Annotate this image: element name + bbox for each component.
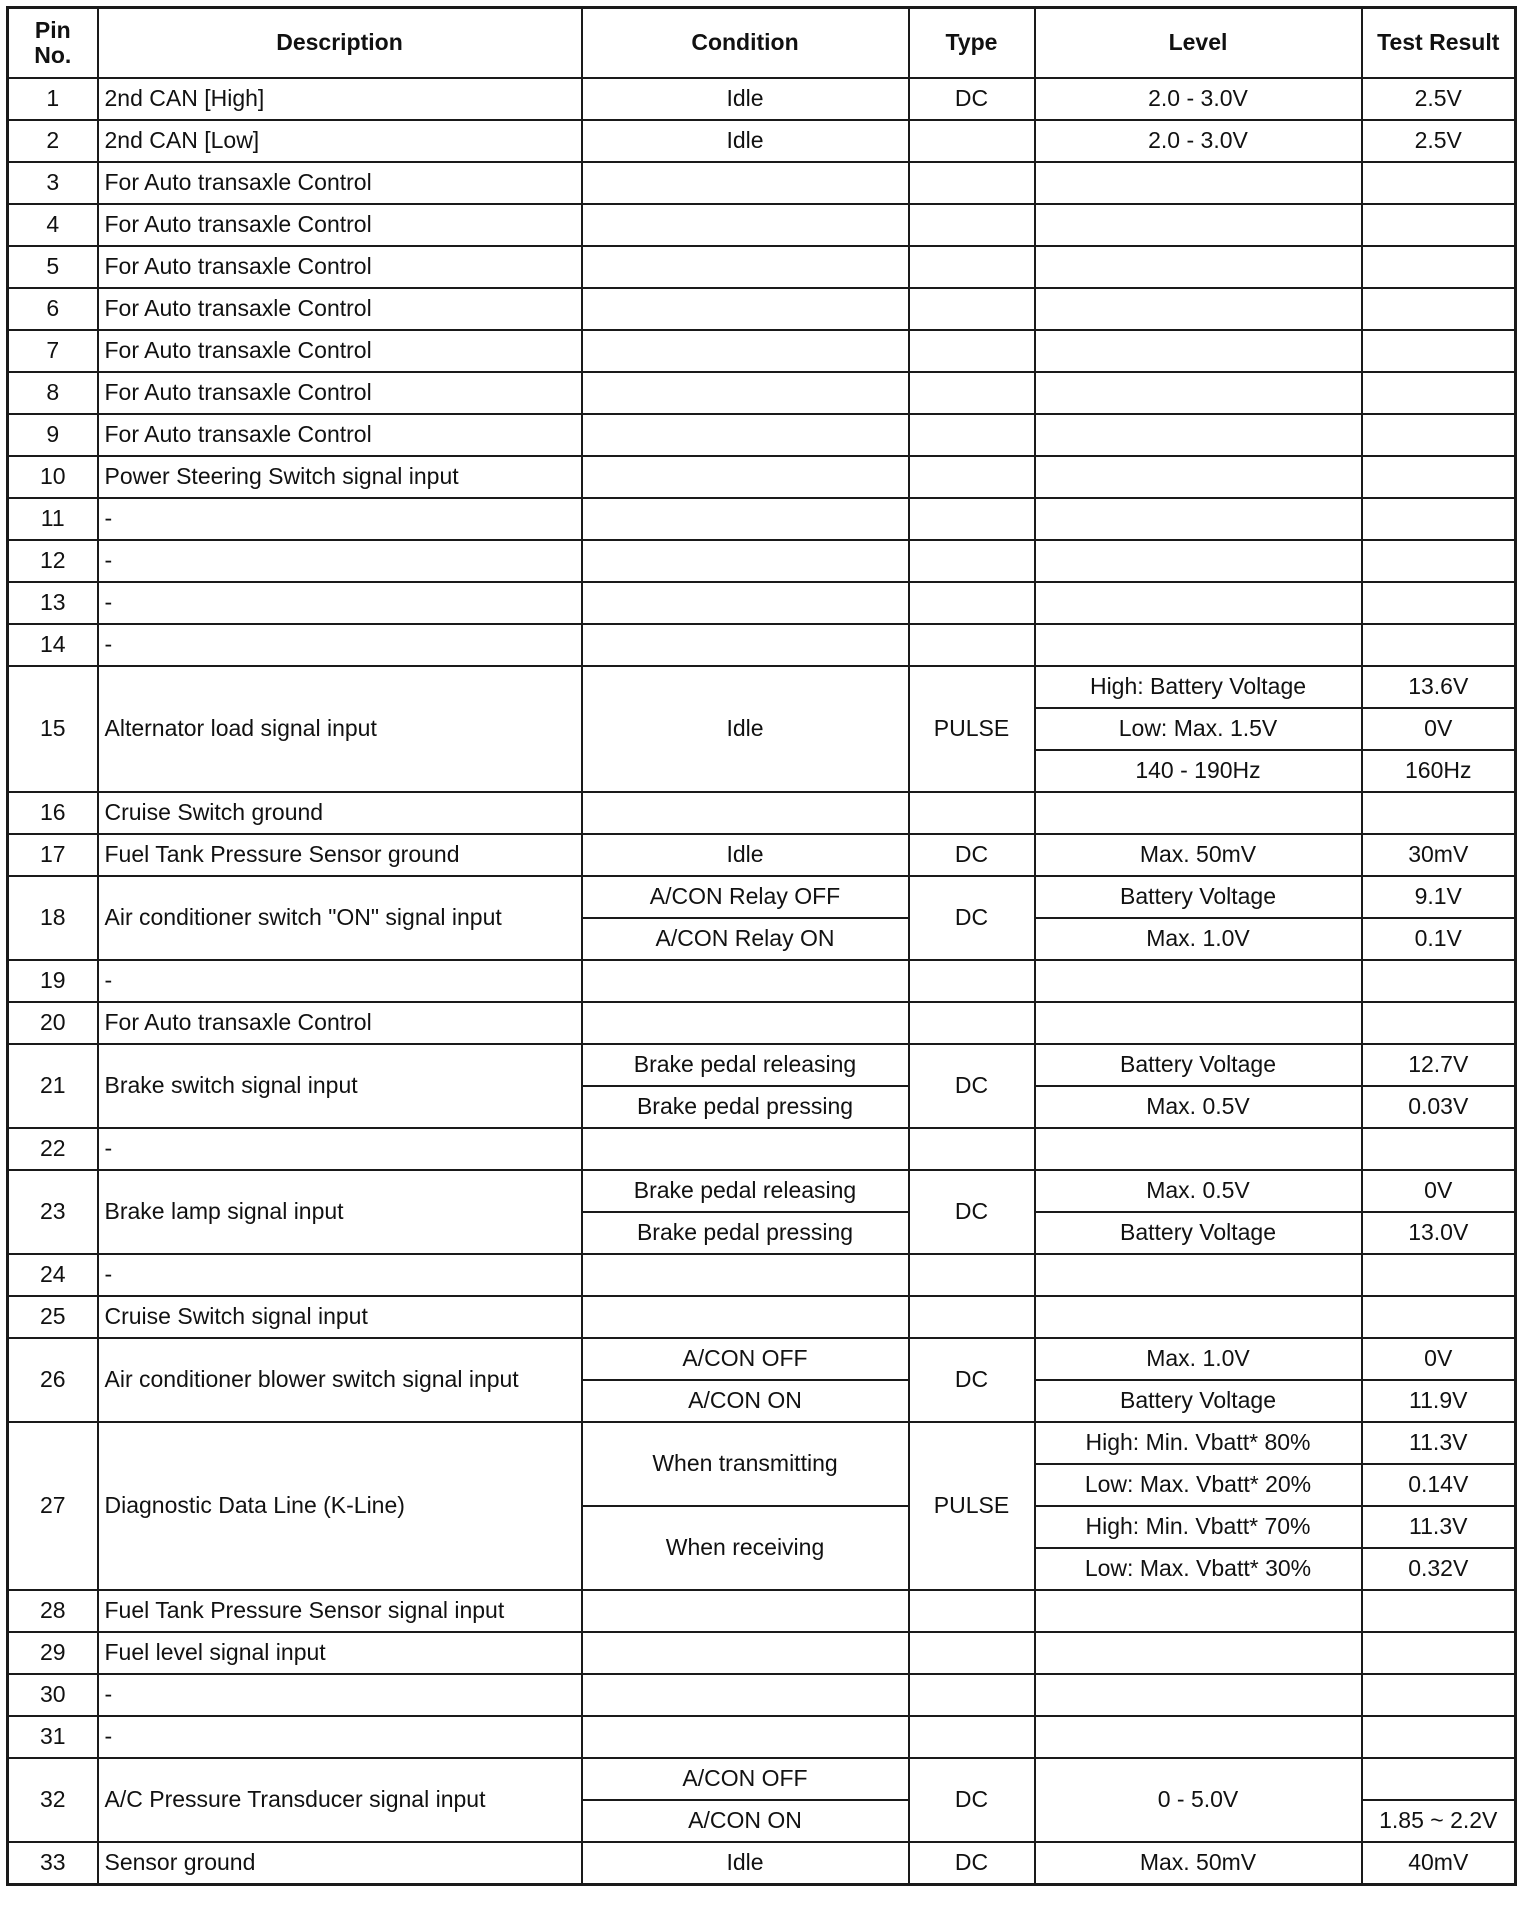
description: For Auto transaxle Control [98, 204, 582, 246]
pin-number: 1 [8, 78, 98, 120]
signal-type [909, 960, 1035, 1002]
table-row [8, 78, 1516, 120]
pin-number: 14 [8, 624, 98, 666]
condition [582, 498, 909, 540]
signal-type: DC [909, 1842, 1035, 1885]
description: For Auto transaxle Control [98, 1002, 582, 1044]
condition [582, 1296, 909, 1338]
level [1035, 330, 1362, 372]
pin-number: 11 [8, 498, 98, 540]
description: For Auto transaxle Control [98, 246, 582, 288]
header-test-result: Test Result [1362, 8, 1516, 79]
condition [582, 582, 909, 624]
signal-type [909, 456, 1035, 498]
signal-type [909, 204, 1035, 246]
table-row [8, 246, 1516, 288]
test-result: 2.5V [1362, 78, 1516, 120]
level: Low: Max. Vbatt* 20% [1035, 1464, 1362, 1506]
condition: Brake pedal pressing [582, 1212, 909, 1254]
table-row [8, 372, 1516, 414]
test-result: 0.32V [1362, 1548, 1516, 1590]
table-row [8, 288, 1516, 330]
level: 140 - 190Hz [1035, 750, 1362, 792]
test-result: 11.9V [1362, 1380, 1516, 1422]
table-row [8, 162, 1516, 204]
pin-number: 3 [8, 162, 98, 204]
level: High: Min. Vbatt* 80% [1035, 1422, 1362, 1464]
signal-type: DC [909, 834, 1035, 876]
description: Diagnostic Data Line (K-Line) [98, 1422, 582, 1590]
test-result [1362, 246, 1516, 288]
pin-number: 21 [8, 1044, 98, 1128]
test-result [1362, 456, 1516, 498]
pin-number: 19 [8, 960, 98, 1002]
level [1035, 1128, 1362, 1170]
condition [582, 1128, 909, 1170]
test-result: 40mV [1362, 1842, 1516, 1885]
condition [582, 330, 909, 372]
condition: A/CON ON [582, 1800, 909, 1842]
description: - [98, 1716, 582, 1758]
description: - [98, 540, 582, 582]
table-row [8, 204, 1516, 246]
level: High: Min. Vbatt* 70% [1035, 1506, 1362, 1548]
test-result [1362, 498, 1516, 540]
level [1035, 960, 1362, 1002]
description: - [98, 624, 582, 666]
test-result: 1.85 ~ 2.2V [1362, 1800, 1516, 1842]
signal-type: PULSE [909, 1422, 1035, 1590]
pin-number: 15 [8, 666, 98, 792]
table-row [8, 1422, 1516, 1464]
header-level: Level [1035, 8, 1362, 79]
test-result [1362, 1716, 1516, 1758]
pin-number: 28 [8, 1590, 98, 1632]
pin-number: 13 [8, 582, 98, 624]
pin-number: 17 [8, 834, 98, 876]
table-row [8, 834, 1516, 876]
pin-number: 12 [8, 540, 98, 582]
condition: Brake pedal pressing [582, 1086, 909, 1128]
condition [582, 540, 909, 582]
table-row [8, 1170, 1516, 1212]
test-result [1362, 792, 1516, 834]
table-row [8, 1296, 1516, 1338]
header-type: Type [909, 8, 1035, 79]
pin-number: 25 [8, 1296, 98, 1338]
signal-type: DC [909, 1338, 1035, 1422]
condition [582, 1674, 909, 1716]
pin-number: 22 [8, 1128, 98, 1170]
description: For Auto transaxle Control [98, 414, 582, 456]
condition [582, 456, 909, 498]
signal-type: DC [909, 876, 1035, 960]
table-row [8, 1338, 1516, 1380]
signal-type: PULSE [909, 666, 1035, 792]
test-result [1362, 1002, 1516, 1044]
header-condition: Condition [582, 8, 909, 79]
level [1035, 162, 1362, 204]
test-result [1362, 1254, 1516, 1296]
level [1035, 246, 1362, 288]
condition: Idle [582, 834, 909, 876]
test-result: 0.1V [1362, 918, 1516, 960]
table-row [8, 1254, 1516, 1296]
level: Battery Voltage [1035, 1044, 1362, 1086]
signal-type: DC [909, 1758, 1035, 1842]
condition [582, 246, 909, 288]
test-result: 13.6V [1362, 666, 1516, 708]
pin-number: 29 [8, 1632, 98, 1674]
description: - [98, 960, 582, 1002]
signal-type [909, 1128, 1035, 1170]
table-row [8, 792, 1516, 834]
signal-type [909, 414, 1035, 456]
pin-number: 23 [8, 1170, 98, 1254]
signal-type [909, 498, 1035, 540]
description: Fuel Tank Pressure Sensor ground [98, 834, 582, 876]
pin-number: 31 [8, 1716, 98, 1758]
pin-number: 5 [8, 246, 98, 288]
table-row [8, 414, 1516, 456]
signal-type [909, 582, 1035, 624]
description: For Auto transaxle Control [98, 372, 582, 414]
description: Fuel Tank Pressure Sensor signal input [98, 1590, 582, 1632]
description: Sensor ground [98, 1842, 582, 1885]
level: Max. 50mV [1035, 834, 1362, 876]
test-result: 12.7V [1362, 1044, 1516, 1086]
signal-type [909, 246, 1035, 288]
test-result [1362, 204, 1516, 246]
table-row [8, 456, 1516, 498]
test-result: 0V [1362, 1338, 1516, 1380]
level: 2.0 - 3.0V [1035, 120, 1362, 162]
test-result [1362, 372, 1516, 414]
pin-number: 30 [8, 1674, 98, 1716]
description: Alternator load signal input [98, 666, 582, 792]
test-result [1362, 582, 1516, 624]
description: Air conditioner blower switch signal input [98, 1338, 582, 1422]
test-result: 0V [1362, 708, 1516, 750]
level: Battery Voltage [1035, 876, 1362, 918]
table-header [8, 8, 1516, 79]
description: 2nd CAN [High] [98, 78, 582, 120]
signal-type [909, 1590, 1035, 1632]
description: - [98, 498, 582, 540]
test-result: 13.0V [1362, 1212, 1516, 1254]
table-row [8, 1758, 1516, 1800]
pin-number: 8 [8, 372, 98, 414]
description: - [98, 582, 582, 624]
test-result: 0.14V [1362, 1464, 1516, 1506]
signal-type [909, 624, 1035, 666]
table-body [8, 78, 1516, 1885]
description: - [98, 1674, 582, 1716]
level: 0 - 5.0V [1035, 1758, 1362, 1842]
level: 2.0 - 3.0V [1035, 78, 1362, 120]
table-row [8, 1842, 1516, 1885]
level [1035, 624, 1362, 666]
table-row [8, 960, 1516, 1002]
level: Low: Max. Vbatt* 30% [1035, 1548, 1362, 1590]
table-row [8, 582, 1516, 624]
condition: Brake pedal releasing [582, 1044, 909, 1086]
level: Low: Max. 1.5V [1035, 708, 1362, 750]
table-row [8, 1674, 1516, 1716]
test-result [1362, 330, 1516, 372]
signal-type: DC [909, 78, 1035, 120]
signal-type [909, 540, 1035, 582]
table-row [8, 1716, 1516, 1758]
level [1035, 792, 1362, 834]
test-result: 0V [1362, 1170, 1516, 1212]
pin-number: 9 [8, 414, 98, 456]
table-row [8, 120, 1516, 162]
test-result: 11.3V [1362, 1422, 1516, 1464]
condition: When receiving [582, 1506, 909, 1590]
signal-type [909, 1716, 1035, 1758]
condition [582, 1590, 909, 1632]
level: Max. 1.0V [1035, 1338, 1362, 1380]
condition: A/CON OFF [582, 1338, 909, 1380]
table-row [8, 1590, 1516, 1632]
pin-number: 24 [8, 1254, 98, 1296]
level [1035, 1254, 1362, 1296]
pin-number: 20 [8, 1002, 98, 1044]
test-result [1362, 288, 1516, 330]
test-result [1362, 1128, 1516, 1170]
pin-number: 7 [8, 330, 98, 372]
pin-number: 10 [8, 456, 98, 498]
signal-type: DC [909, 1044, 1035, 1128]
signal-type: DC [909, 1170, 1035, 1254]
test-result: 0.03V [1362, 1086, 1516, 1128]
signal-type [909, 120, 1035, 162]
condition [582, 372, 909, 414]
pin-number: 18 [8, 876, 98, 960]
condition [582, 1254, 909, 1296]
condition [582, 1716, 909, 1758]
description: For Auto transaxle Control [98, 288, 582, 330]
description: - [98, 1128, 582, 1170]
level: Max. 0.5V [1035, 1170, 1362, 1212]
condition: Idle [582, 78, 909, 120]
table-row [8, 498, 1516, 540]
description: Power Steering Switch signal input [98, 456, 582, 498]
level [1035, 456, 1362, 498]
test-result: 2.5V [1362, 120, 1516, 162]
table-row [8, 666, 1516, 708]
table-row [8, 1632, 1516, 1674]
pin-number: 32 [8, 1758, 98, 1842]
signal-type [909, 288, 1035, 330]
signal-type [909, 1296, 1035, 1338]
description: Brake lamp signal input [98, 1170, 582, 1254]
signal-type [909, 1254, 1035, 1296]
table-row [8, 1002, 1516, 1044]
test-result [1362, 540, 1516, 582]
table-row [8, 1128, 1516, 1170]
level [1035, 1716, 1362, 1758]
test-result [1362, 1632, 1516, 1674]
test-result [1362, 624, 1516, 666]
test-result: 9.1V [1362, 876, 1516, 918]
description: A/C Pressure Transducer signal input [98, 1758, 582, 1842]
signal-type [909, 330, 1035, 372]
pin-number: 16 [8, 792, 98, 834]
condition [582, 1002, 909, 1044]
table-row [8, 540, 1516, 582]
level: High: Battery Voltage [1035, 666, 1362, 708]
table-row [8, 1044, 1516, 1086]
condition [582, 1632, 909, 1674]
description: Cruise Switch ground [98, 792, 582, 834]
condition: Idle [582, 1842, 909, 1885]
level [1035, 288, 1362, 330]
description: - [98, 1254, 582, 1296]
level: Max. 1.0V [1035, 918, 1362, 960]
pin-number: 26 [8, 1338, 98, 1422]
test-result [1362, 414, 1516, 456]
description: Brake switch signal input [98, 1044, 582, 1128]
test-result: 30mV [1362, 834, 1516, 876]
level [1035, 1002, 1362, 1044]
description: For Auto transaxle Control [98, 162, 582, 204]
test-result [1362, 1590, 1516, 1632]
condition: A/CON Relay OFF [582, 876, 909, 918]
condition: A/CON ON [582, 1380, 909, 1422]
header-description: Description [98, 8, 582, 79]
condition [582, 792, 909, 834]
condition [582, 624, 909, 666]
level: Max. 0.5V [1035, 1086, 1362, 1128]
level [1035, 1296, 1362, 1338]
condition: Idle [582, 666, 909, 792]
pin-number: 33 [8, 1842, 98, 1885]
pin-table [6, 6, 1517, 1886]
level [1035, 414, 1362, 456]
level: Battery Voltage [1035, 1380, 1362, 1422]
test-result [1362, 1758, 1516, 1800]
condition [582, 288, 909, 330]
level: Max. 50mV [1035, 1842, 1362, 1885]
pin-number: 27 [8, 1422, 98, 1590]
description: Cruise Switch signal input [98, 1296, 582, 1338]
table-row [8, 624, 1516, 666]
condition [582, 204, 909, 246]
condition [582, 960, 909, 1002]
table-row [8, 876, 1516, 918]
test-result: 160Hz [1362, 750, 1516, 792]
pin-number: 2 [8, 120, 98, 162]
test-result [1362, 960, 1516, 1002]
pin-number: 4 [8, 204, 98, 246]
signal-type [909, 792, 1035, 834]
condition: Brake pedal releasing [582, 1170, 909, 1212]
level [1035, 1674, 1362, 1716]
condition [582, 162, 909, 204]
table-row [8, 330, 1516, 372]
level [1035, 540, 1362, 582]
test-result: 11.3V [1362, 1506, 1516, 1548]
condition [582, 414, 909, 456]
level [1035, 372, 1362, 414]
condition: A/CON OFF [582, 1758, 909, 1800]
test-result [1362, 1296, 1516, 1338]
description: Fuel level signal input [98, 1632, 582, 1674]
signal-type [909, 372, 1035, 414]
test-result [1362, 1674, 1516, 1716]
condition: Idle [582, 120, 909, 162]
level [1035, 582, 1362, 624]
signal-type [909, 1674, 1035, 1716]
level [1035, 1590, 1362, 1632]
level [1035, 204, 1362, 246]
condition: When transmitting [582, 1422, 909, 1506]
level: Battery Voltage [1035, 1212, 1362, 1254]
header-row [8, 8, 1516, 79]
level [1035, 1632, 1362, 1674]
description: For Auto transaxle Control [98, 330, 582, 372]
level [1035, 498, 1362, 540]
signal-type [909, 1632, 1035, 1674]
description: Air conditioner switch "ON" signal input [98, 876, 582, 960]
signal-type [909, 1002, 1035, 1044]
test-result [1362, 162, 1516, 204]
condition: A/CON Relay ON [582, 918, 909, 960]
signal-type [909, 162, 1035, 204]
header-pin-no: Pin No. [8, 8, 98, 79]
description: 2nd CAN [Low] [98, 120, 582, 162]
pin-number: 6 [8, 288, 98, 330]
